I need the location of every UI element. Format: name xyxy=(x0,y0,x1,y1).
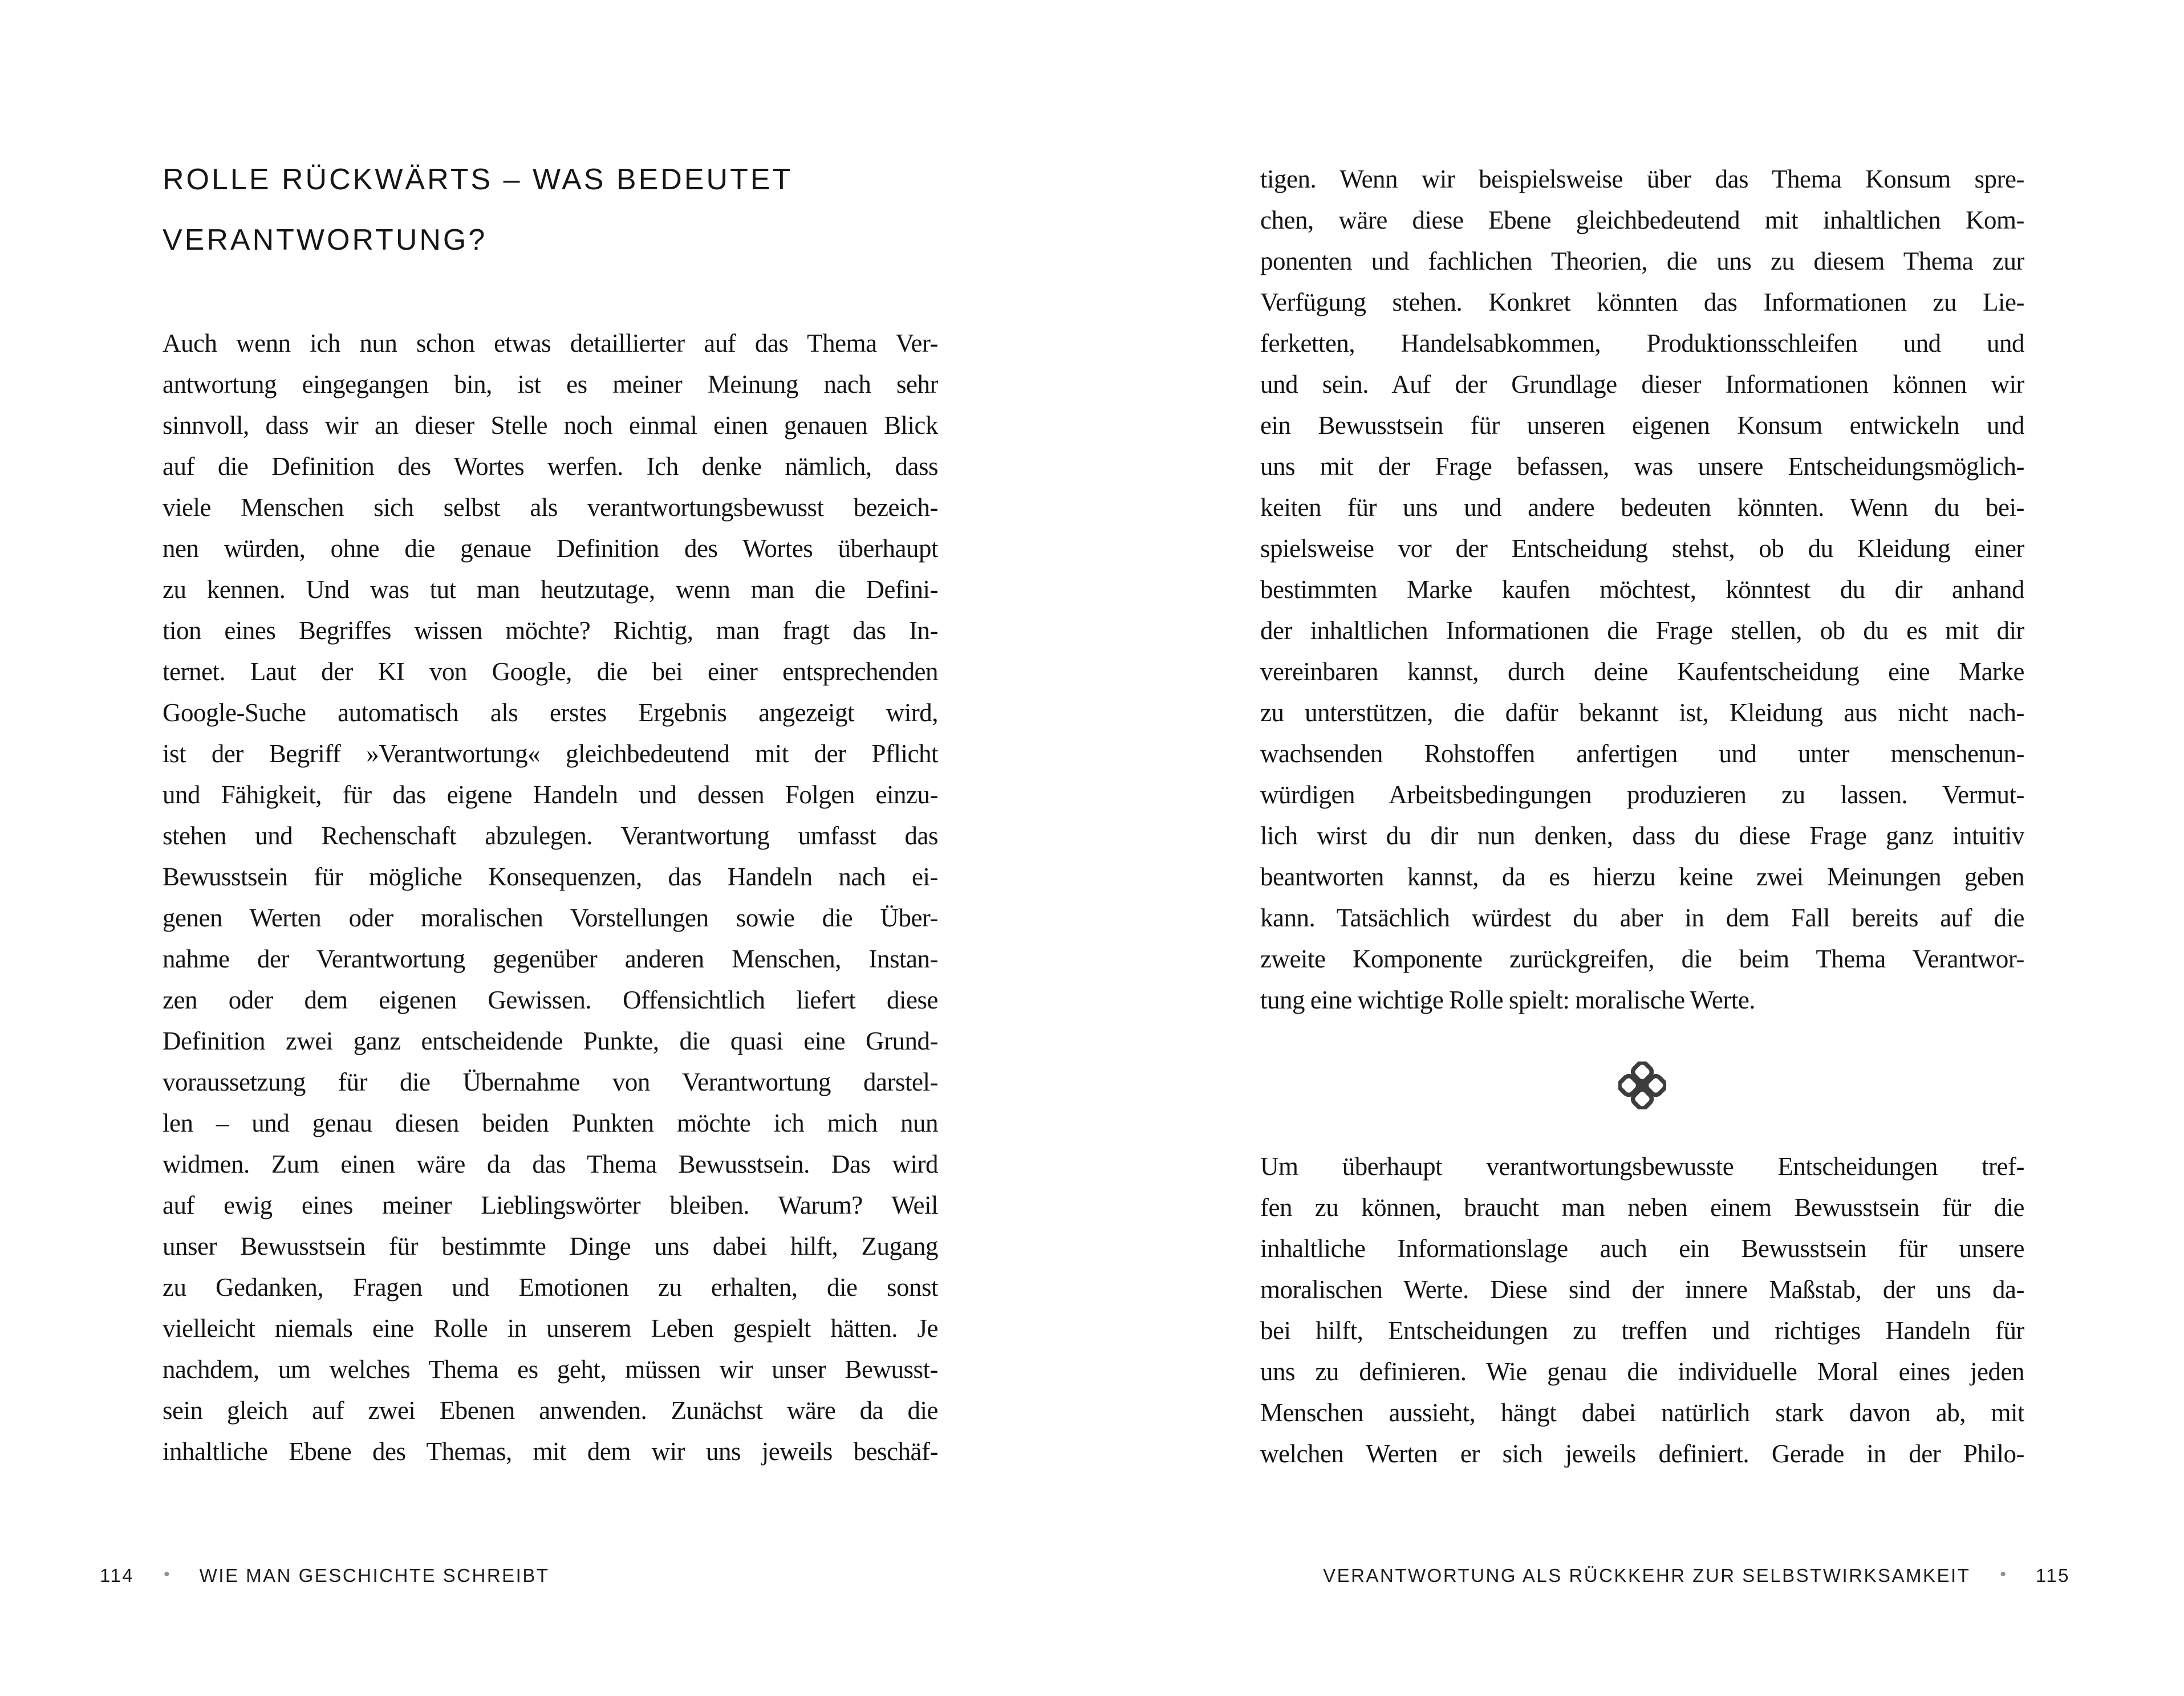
section-break-ornament xyxy=(1618,1061,1666,1109)
text-line: uns mit der Frage befassen, was unsere Entscheidungsmöglich- xyxy=(1260,452,2024,481)
text-line: zu unterstützen, die dafür bekannt ist, Kleidung aus nicht nach- xyxy=(1260,698,2024,727)
text-line: nen würden, ohne die genaue Definition des Wortes überhaupt xyxy=(163,534,938,563)
text-line: zu kennen. Und was tut man heutzutage, wenn man die Defini- xyxy=(163,575,938,604)
text-line: widmen. Zum einen wäre da das Thema Bewusstsein. Das wird xyxy=(163,1150,938,1178)
text-line: vielleicht niemals eine Rolle in unserem Leben gespielt hätten. Je xyxy=(163,1314,938,1343)
text-line: Verfügung stehen. Konkret könnten das Informationen zu Lie- xyxy=(1260,288,2024,316)
footer-separator-icon: • xyxy=(164,1565,170,1584)
chapter-heading-line: ROLLE RÜCKWÄRTS – WAS BEDEUTET xyxy=(163,163,793,196)
text-line: tion eines Begriffes wissen möchte? Richtig, man fragt das In- xyxy=(163,616,938,645)
left-page-footer xyxy=(100,1564,550,1587)
text-line: lich wirst du dir nun denken, dass du diese Frage ganz intuitiv xyxy=(1260,821,2024,850)
text-line: tigen. Wenn wir beispielsweise über das Thema Konsum spre- xyxy=(1260,165,2024,193)
text-line: len – und genau diesen beiden Punkten möchte ich mich nun xyxy=(163,1109,938,1137)
text-line: und Fähigkeit, für das eigene Handeln und dessen Folgen einzu- xyxy=(163,780,938,809)
right-page-footer xyxy=(1323,1564,2070,1587)
text-line: Um überhaupt verantwortungsbewusste Entscheidungen tref- xyxy=(1260,1152,2024,1181)
page-number: 115 xyxy=(2035,1565,2070,1586)
running-title: VERANTWORTUNG ALS RÜCKKEHR ZUR SELBSTWIRKSAMKEIT xyxy=(1323,1565,1971,1586)
text-line: viele Menschen sich selbst als verantwortungsbewusst bezeich- xyxy=(163,493,938,522)
text-line: sinnvoll, dass wir an dieser Stelle noch einmal einen genauen Blick xyxy=(163,411,938,440)
text-line: Auch wenn ich nun schon etwas detaillierter auf das Thema Ver- xyxy=(163,329,938,357)
chapter-heading-line: VERANTWORTUNG? xyxy=(163,223,488,257)
text-line: uns zu definieren. Wie genau die individuelle Moral eines jeden xyxy=(1260,1357,2024,1386)
page-number: 114 xyxy=(100,1565,135,1586)
text-line: bestimmten Marke kaufen möchtest, könntest du dir anhand xyxy=(1260,575,2024,604)
text-line: Menschen aussieht, hängt dabei natürlich stark davon ab, mit xyxy=(1260,1398,2024,1427)
text-line: vereinbaren kannst, durch deine Kaufentscheidung eine Marke xyxy=(1260,657,2024,686)
text-line: inhaltliche Informationslage auch ein Bewusstsein für unsere xyxy=(1260,1234,2024,1263)
text-line: fen zu können, braucht man neben einem Bewusstsein für die xyxy=(1260,1193,2024,1222)
text-line: Definition zwei ganz entscheidende Punkte, die quasi eine Grund- xyxy=(163,1027,938,1055)
footer-separator-icon: • xyxy=(2000,1565,2006,1584)
running-title: WIE MAN GESCHICHTE SCHREIBT xyxy=(199,1565,550,1586)
text-line: welchen Werten er sich jeweils definiert. Gerade in der Philo- xyxy=(1260,1439,2024,1468)
text-line: Bewusstsein für mögliche Konsequenzen, das Handeln nach ei- xyxy=(163,863,938,891)
text-line: ein Bewusstsein für unseren eigenen Konsum entwickeln und xyxy=(1260,411,2024,440)
text-line: unser Bewusstsein für bestimmte Dinge uns dabei hilft, Zugang xyxy=(163,1232,938,1260)
text-line: zu Gedanken, Fragen und Emotionen zu erhalten, die sonst xyxy=(163,1273,938,1302)
text-line: auf die Definition des Wortes werfen. Ich denke nämlich, dass xyxy=(163,452,938,481)
text-line: sein gleich auf zwei Ebenen anwenden. Zunächst wäre da die xyxy=(163,1396,938,1425)
text-line: tung eine wichtige Rolle spielt: moralische Werte. xyxy=(1260,986,1756,1014)
text-line: kann. Tatsächlich würdest du aber in dem Fall bereits auf die xyxy=(1260,904,2024,932)
left-page-paragraph xyxy=(163,323,938,1472)
text-line: beantworten kannst, da es hierzu keine zwei Meinungen geben xyxy=(1260,863,2024,891)
text-line: moralischen Werte. Diese sind der innere Maßstab, der uns da- xyxy=(1260,1275,2024,1304)
text-line: keiten für uns und andere bedeuten könnten. Wenn du bei- xyxy=(1260,493,2024,522)
text-line: ferketten, Handelsabkommen, Produktionsschleifen und und xyxy=(1260,329,2024,357)
text-line: stehen und Rechenschaft abzulegen. Verantwortung umfasst das xyxy=(163,821,938,850)
text-line: ponenten und fachlichen Theorien, die uns zu diesem Thema zur xyxy=(1260,247,2024,275)
text-line: der inhaltlichen Informationen die Frage stellen, ob du es mit dir xyxy=(1260,616,2024,645)
text-line: würdigen Arbeitsbedingungen produzieren zu lassen. Vermut- xyxy=(1260,780,2024,809)
text-line: Google-Suche automatisch als erstes Ergebnis angezeigt wird, xyxy=(163,698,938,727)
text-line: chen, wäre diese Ebene gleichbedeutend mit inhaltlichen Kom- xyxy=(1260,206,2024,234)
text-line: inhaltliche Ebene des Themas, mit dem wir uns jeweils beschäf- xyxy=(163,1437,938,1466)
text-line: bei hilft, Entscheidungen zu treffen und richtiges Handeln für xyxy=(1260,1316,2024,1345)
text-line: wachsenden Rohstoffen anfertigen und unter menschenun- xyxy=(1260,739,2024,768)
right-page-paragraph-1 xyxy=(1260,158,2024,1020)
text-line: zweite Komponente zurückgreifen, die beim Thema Verantwor- xyxy=(1260,945,2024,973)
text-line: antwortung eingegangen bin, ist es meiner Meinung nach sehr xyxy=(163,370,938,398)
text-line: nachdem, um welches Thema es geht, müssen wir unser Bewusst- xyxy=(163,1355,938,1384)
text-line: auf ewig eines meiner Lieblingswörter bleiben. Warum? Weil xyxy=(163,1191,938,1219)
chapter-heading xyxy=(163,149,1018,270)
text-line: genen Werten oder moralischen Vorstellungen sowie die Über- xyxy=(163,904,938,932)
right-page-paragraph-2 xyxy=(1260,1146,2024,1474)
text-line: und sein. Auf der Grundlage dieser Informationen können wir xyxy=(1260,370,2024,398)
text-line: voraussetzung für die Übernahme von Verantwortung darstel- xyxy=(163,1068,938,1096)
text-line: ternet. Laut der KI von Google, die bei einer entsprechenden xyxy=(163,657,938,686)
text-line: ist der Begriff »Verantwortung« gleichbedeutend mit der Pflicht xyxy=(163,739,938,768)
text-line: nahme der Verantwortung gegenüber anderen Menschen, Instan- xyxy=(163,945,938,973)
text-line: spielsweise vor der Entscheidung stehst, ob du Kleidung einer xyxy=(1260,534,2024,563)
quatrefoil-diamond-icon xyxy=(1618,1061,1666,1109)
text-line: zen oder dem eigenen Gewissen. Offensichtlich liefert diese xyxy=(163,986,938,1014)
